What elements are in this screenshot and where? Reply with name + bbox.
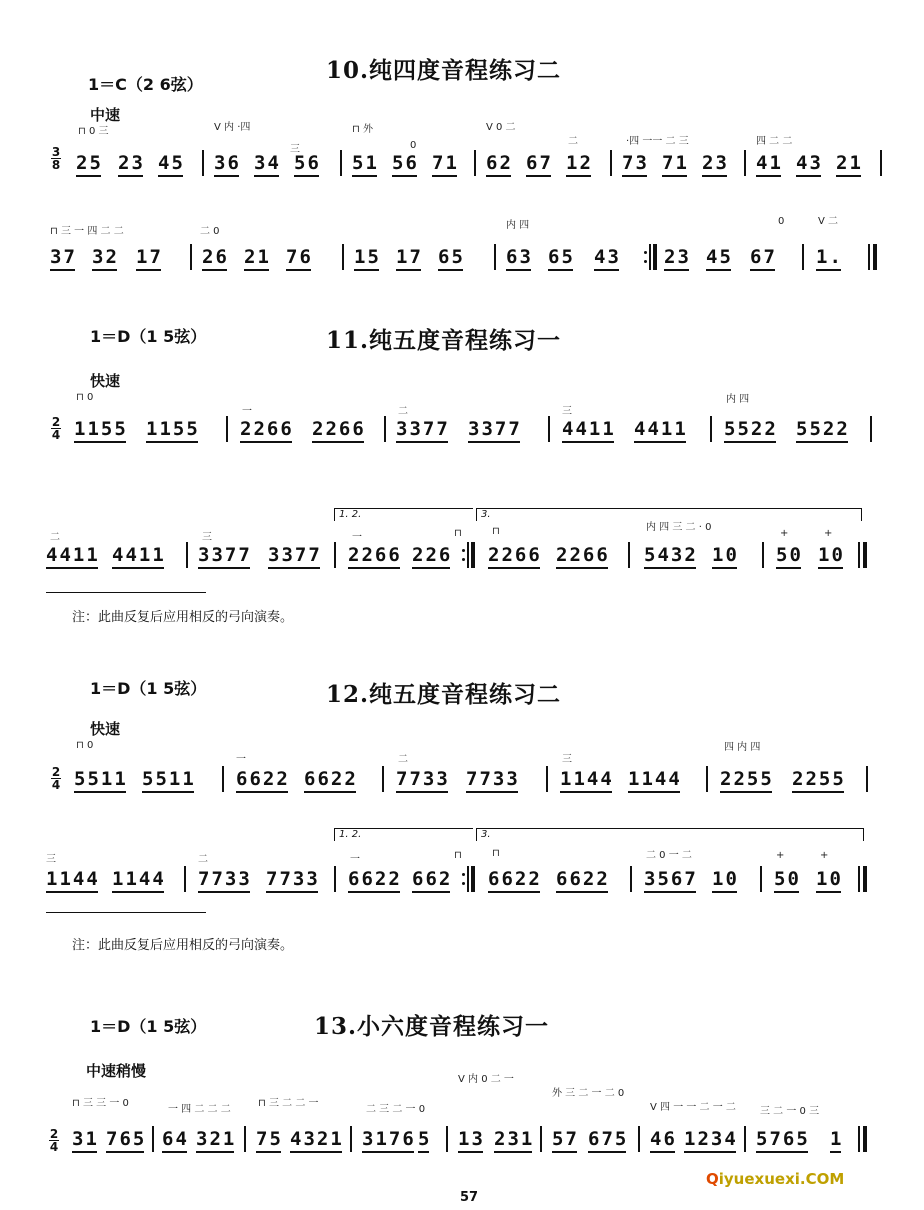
barline [384,416,386,442]
note-group: 71 [432,152,459,174]
ex11-tempo: 快速 [90,372,121,390]
note-group: 10 [818,544,845,566]
note-group: 45 [158,152,185,174]
barline [880,150,882,176]
fingering-mark: 二 0 一 二 [646,850,692,861]
fingering-mark: 内 四 [726,394,750,405]
barline [638,1126,640,1152]
barline [382,766,384,792]
ex11-title: 11.纯五度音程练习一 [326,327,562,354]
fingering-mark: ⊓ 三 一 四 二 二 [50,226,124,237]
fingering-mark: 内 四 三 二 · 0 [646,522,712,533]
note-group: 12 [566,152,593,174]
note-group: 51 [352,152,379,174]
barline [546,766,548,792]
fingering-mark: 二 [398,406,408,417]
fingering-mark: 一 四 二 二 二 [168,1104,231,1115]
note-group: 46 [650,1128,677,1150]
fingering-mark: 一 [242,406,252,417]
fingering-mark: 外 三 二 一 二 0 [552,1088,625,1099]
fingering-mark: 三 [202,532,212,543]
note-group: 23 [702,152,729,174]
barline [494,244,496,270]
ex10-staff-row2 [0,242,924,272]
note-group: 226 [412,544,453,566]
ex12-staff-row1 [0,764,924,794]
barline [760,866,762,892]
barline [202,150,204,176]
footnote-rule [46,912,206,913]
fingering-mark: ⊓ 外 [352,124,373,135]
note-group: 21 [244,246,271,268]
volta-first-ending: 1. 2. [334,508,473,521]
note-group: 1155 [146,418,200,440]
fingering-mark: 二 0 [200,226,220,237]
ex13-title: 13.小六度音程练习一 [314,1013,550,1040]
note-group: 4411 [46,544,100,566]
barline [342,244,344,270]
barline [446,1126,448,1152]
ex10-title: 10.纯四度音程练习二 [326,57,562,84]
barline [334,542,336,568]
note-group: 76 [286,246,313,268]
note-group: 675 [588,1128,629,1150]
ex10-tempo: 中速 [90,106,121,124]
note-group: 17 [396,246,423,268]
note-group: 1144 [46,868,100,890]
fingering-mark: + [776,850,785,861]
fingering-mark: ⊓ 三 二 二 一 [258,1098,319,1109]
volta-third-ending: 3. [476,508,862,521]
fingering-mark: ⊓ [454,850,462,861]
note-group: 56 [294,152,321,174]
fingering-mark: 一 [352,532,362,543]
barline [548,416,550,442]
fingering-mark: ⊓ 0 三 [78,126,109,137]
note-group: 34 [254,152,281,174]
volta-first-ending: 1. 2. [334,828,473,841]
note-group: 71 [662,152,689,174]
fingering-mark: ⊓ 0 [76,392,94,403]
note-group: 6622 [488,868,542,890]
note-group: 26 [202,246,229,268]
note-group: 10 [712,868,739,890]
note-group: 13 [458,1128,485,1150]
note-group: 1144 [560,768,614,790]
ex12-key: 1＝D（1 5弦） [90,679,207,698]
fingering-mark: 内 四 [506,220,530,231]
ex11-staff-row1 [0,414,924,444]
note-group: 43 [796,152,823,174]
barline [802,244,804,270]
fingering-mark: 二 三 二 一 0 [366,1104,426,1115]
note-group: 32 [92,246,119,268]
barline [762,542,764,568]
note-group: 3377 [468,418,522,440]
note-group: 231 [494,1128,535,1150]
fingering-mark: 三 二 一 0 三 [760,1106,820,1117]
note-group: 2266 [488,544,542,566]
fingering-mark: ⊓ 三 三 一 0 [72,1098,129,1109]
note-group: 6622 [304,768,358,790]
fingering-mark: ⊓ 0 [76,740,94,751]
fingering-mark: 一 [350,854,360,865]
note-group: 31 [72,1128,99,1150]
fingering-mark: + [780,528,789,539]
note-group: 5522 [796,418,850,440]
note-group: 5511 [74,768,128,790]
fingering-mark: 二 [398,754,408,765]
note-group: 23 [118,152,145,174]
note-group: 75 [256,1128,283,1150]
barline [628,542,630,568]
ex10-staff-row1 [0,145,924,178]
note-group: 65 [548,246,575,268]
fingering-mark: V 二 [818,216,839,227]
note-group: 21 [836,152,863,174]
note-group: 50 [774,868,801,890]
fingering-mark: V 内 0 二 一 [458,1074,514,1085]
repeat-barline [462,866,478,892]
note-group: 65 [438,246,465,268]
note-group: 10 [816,868,843,890]
fingering-mark: 四 内 四 [724,742,761,753]
fingering-mark: 一 [236,754,246,765]
note-group: 45 [706,246,733,268]
note-group: 662 [412,868,453,890]
fingering-mark: V 0 二 [486,122,516,133]
barline [222,766,224,792]
repeat-barline [462,542,478,568]
ex12-title: 12.纯五度音程练习二 [326,681,562,708]
note-group: 2266 [312,418,366,440]
note-group: 2266 [348,544,402,566]
note-group: 3377 [198,544,252,566]
barline [350,1126,352,1152]
note-group: 41 [756,152,783,174]
note-group: 3377 [396,418,450,440]
footnote-rule [46,592,206,593]
note-group: 63 [506,246,533,268]
note-group: 17 [136,246,163,268]
note-group: 2255 [720,768,774,790]
note-group: 25 [76,152,103,174]
note-group: 6622 [236,768,290,790]
barline [474,150,476,176]
barline [710,416,712,442]
note-group: 1144 [628,768,682,790]
fingering-mark: ⊓ [492,526,500,537]
fingering-mark: 二 [50,532,60,543]
volta-third-ending: 3. [476,828,864,841]
note-group: 15 [354,246,381,268]
note-group: 5 [418,1128,432,1150]
note-group: 3377 [268,544,322,566]
note-group: 7733 [396,768,450,790]
note-group: 4411 [634,418,688,440]
barline [186,542,188,568]
barline [226,416,228,442]
barline [540,1126,542,1152]
watermark: Qiyuexuexi.COM [706,1170,845,1188]
barline [152,1126,154,1152]
note-group: 7733 [266,868,320,890]
barline [744,150,746,176]
fingering-mark: 三 [562,754,572,765]
ex11-staff-row2 [0,540,924,570]
note-group: 10 [712,544,739,566]
barline [744,1126,746,1152]
note-group: 1 [830,1128,844,1150]
barline [244,1126,246,1152]
note-group: 4411 [112,544,166,566]
fingering-mark: 二 [198,854,208,865]
note-group: 67 [526,152,553,174]
fingering-mark: ⊓ [454,528,462,539]
note-group: 7733 [466,768,520,790]
note-group: 3567 [644,868,698,890]
note-group: 5432 [644,544,698,566]
note-group: 765 [106,1128,147,1150]
note-group: 56 [392,152,419,174]
note-group: 37 [50,246,77,268]
note-group: 50 [776,544,803,566]
fingering-mark: 三 [290,144,300,155]
ex13-key: 1＝D（1 5弦） [90,1017,207,1036]
ex10-time-signature: 3 8 [51,145,61,172]
fingering-mark: ·四 一一 二 三 [626,136,689,147]
barline [870,416,872,442]
note-group: 2266 [240,418,294,440]
note-group: 5511 [142,768,196,790]
note-group: 1155 [74,418,128,440]
note-group: 62 [486,152,513,174]
note-group: 6622 [556,868,610,890]
ex13-time-signature: 2 4 [49,1127,59,1154]
barline [866,766,868,792]
barline [610,150,612,176]
fingering-mark: V 内 ·四 [214,122,251,133]
ex10-key: 1＝C（2 6弦） [88,75,203,94]
note-group: 5765 [756,1128,810,1150]
note-group: 2255 [792,768,846,790]
fingering-mark: ⊓ [492,848,500,859]
note-group: 3176 [362,1128,416,1150]
ex12-time-signature: 2 4 [51,765,61,792]
ex12-staff-row2 [0,864,924,894]
barline [706,766,708,792]
ex11-time-signature: 2 4 [51,415,61,442]
fingering-mark: 0 [410,140,417,151]
note-group: 1144 [112,868,166,890]
page-number: 57 [460,1190,479,1205]
fingering-mark: + [820,850,829,861]
note-group: 6622 [348,868,402,890]
ex13-tempo: 中速稍慢 [86,1062,147,1080]
note-group: 1. [816,246,843,268]
barline [630,866,632,892]
note-group: 43 [594,246,621,268]
note-group: 36 [214,152,241,174]
fingering-mark: 0 [778,216,785,227]
note-group: 7733 [198,868,252,890]
note-group: 321 [196,1128,237,1150]
fingering-mark: 二 [568,136,578,147]
fingering-mark: V 四 一 一 二 一 二 [650,1102,736,1113]
note-group: 64 [162,1128,189,1150]
note-group: 1234 [684,1128,738,1150]
ex11-key: 1＝D（1 5弦） [90,327,207,346]
note-group: 73 [622,152,649,174]
ex12-footnote: 注：此曲反复后应用相反的弓向演奏。 [72,938,294,953]
fingering-mark: + [824,528,833,539]
barline [340,150,342,176]
note-group: 2266 [556,544,610,566]
note-group: 23 [664,246,691,268]
ex13-staff-row1 [0,1124,924,1154]
note-group: 4321 [290,1128,344,1150]
note-group: 5522 [724,418,778,440]
barline [334,866,336,892]
fingering-mark: 四 二 二 [756,136,793,147]
fingering-mark: 三 [562,406,572,417]
ex12-tempo: 快速 [90,720,121,738]
barline [190,244,192,270]
ex11-footnote: 注：此曲反复后应用相反的弓向演奏。 [72,610,294,625]
note-group: 57 [552,1128,579,1150]
note-group: 4411 [562,418,616,440]
barline [184,866,186,892]
repeat-barline [644,244,660,270]
note-group: 67 [750,246,777,268]
fingering-mark: 三 [46,854,56,865]
